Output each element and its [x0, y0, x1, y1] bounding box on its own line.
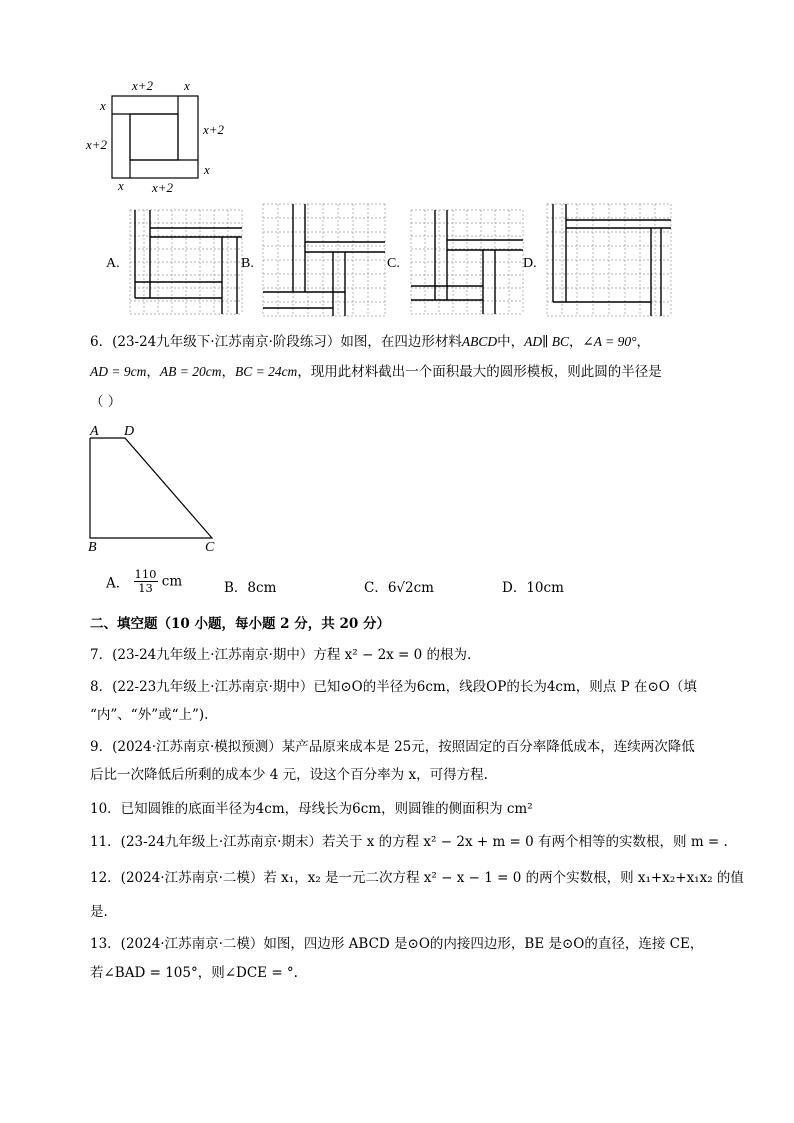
- q5-option-c-label[interactable]: C.: [387, 256, 400, 271]
- q6-option-b[interactable]: B．8cm: [224, 580, 277, 596]
- q9-line2: 后比一次降低后所剩的成本少 4 元，设这个百分率为 x，可得方程.: [90, 767, 488, 783]
- q5-option-c-figure[interactable]: [411, 210, 523, 314]
- q5-option-d-label[interactable]: D.: [523, 256, 537, 271]
- q5-label-right-middle: x+2: [203, 122, 225, 137]
- q5-label-right-bottom: x: [204, 162, 210, 177]
- q6-option-d[interactable]: D．10cm: [502, 580, 564, 596]
- q5-label-left-bottom: x+2: [86, 137, 108, 152]
- q6-trapezoid-figure: [85, 428, 215, 548]
- q5-label-left-top: x: [100, 98, 106, 113]
- q8-line1: 8．(22-23九年级上·江苏南京·期中）已知⊙O的半径为6cm，线段OP的长为4cm，则点 P 在⊙O（填: [90, 679, 697, 695]
- q5-option-b-label[interactable]: B.: [241, 256, 254, 271]
- q11: 11．(23-24九年级上·江苏南京·期末）若关于 x 的方程 x² − 2x + m = 0 有两个相等的实数根，则 m = .: [90, 834, 728, 850]
- q6-quad-name: ABCD: [461, 334, 498, 349]
- q6-label-c: C: [205, 540, 215, 555]
- q5-option-a-figure[interactable]: [130, 210, 242, 314]
- q12-line1: 12．(2024·江苏南京·二模）若 x₁，x₂ 是一元二次方程 x² − x − 1 = 0 的两个实数根，则 x₁+x₂+x₁x₂ 的值: [90, 870, 744, 886]
- q13-line2: 若∠BAD = 105°，则∠DCE = °.: [90, 965, 298, 981]
- q13-line1: 13．(2024·江苏南京·二模）如图，四边形 ABCD 是⊙O的内接四边形，BE 是⊙O的直径，连接 CE，: [90, 936, 704, 952]
- q5-option-d-figure[interactable]: [547, 204, 671, 316]
- q12-line2: 是.: [90, 904, 108, 920]
- q5-label-bottom-right: x+2: [152, 180, 174, 195]
- q7: 7．(23-24九年级上·江苏南京·期中）方程 x² − 2x = 0 的根为.: [90, 647, 472, 663]
- q6-option-c[interactable]: C．6√2cm: [364, 580, 434, 596]
- q5-square-figure: [110, 94, 210, 184]
- q6-line2: AD = 9cm，AB = 20cm，BC = 24cm，现用此材料截出一个面积最大的圆形模板，则此圆的半径是: [90, 364, 662, 380]
- q6-answer-paren[interactable]: （ ）: [90, 394, 122, 410]
- q6-cond-parallel: AD∥ BC: [524, 334, 569, 349]
- q5-option-a-label[interactable]: A.: [106, 256, 120, 271]
- q6-label-b: B: [88, 540, 97, 555]
- q5-label-top-right: x: [184, 78, 190, 93]
- q6-line1: 6．(23-24九年级下·江苏南京·阶段练习）如图，在四边形材料ABCD中，AD∥ BC，∠A = 90°，: [90, 334, 651, 350]
- q6-label-a: A: [90, 424, 99, 439]
- q10: 10．已知圆锥的底面半径为4cm，母线长为6cm，则圆锥的侧面积为 cm²: [90, 801, 533, 817]
- section-fill-in-heading: 二、填空题（10 小题，每小题 2 分，共 20 分）: [90, 616, 390, 632]
- q8-line2: “内”、“外”或“上”).: [90, 707, 209, 723]
- q6-label-d: D: [124, 424, 135, 439]
- q5-option-b-figure[interactable]: [263, 204, 385, 316]
- q6-option-a-fraction: $\frac{110}{13}$: [134, 567, 157, 595]
- q6-option-a[interactable]: A． $\frac{110}{13}$ cm: [106, 567, 183, 595]
- q5-label-bottom-left: x: [118, 178, 124, 193]
- q9-line1: 9．(2024·江苏南京·模拟预测）某产品原来成本是 25元，按照固定的百分率降低成本，连续两次降低: [90, 739, 695, 755]
- q6-cond-angle: ∠A = 90°: [582, 334, 637, 349]
- q5-label-top-left: x+2: [132, 78, 154, 93]
